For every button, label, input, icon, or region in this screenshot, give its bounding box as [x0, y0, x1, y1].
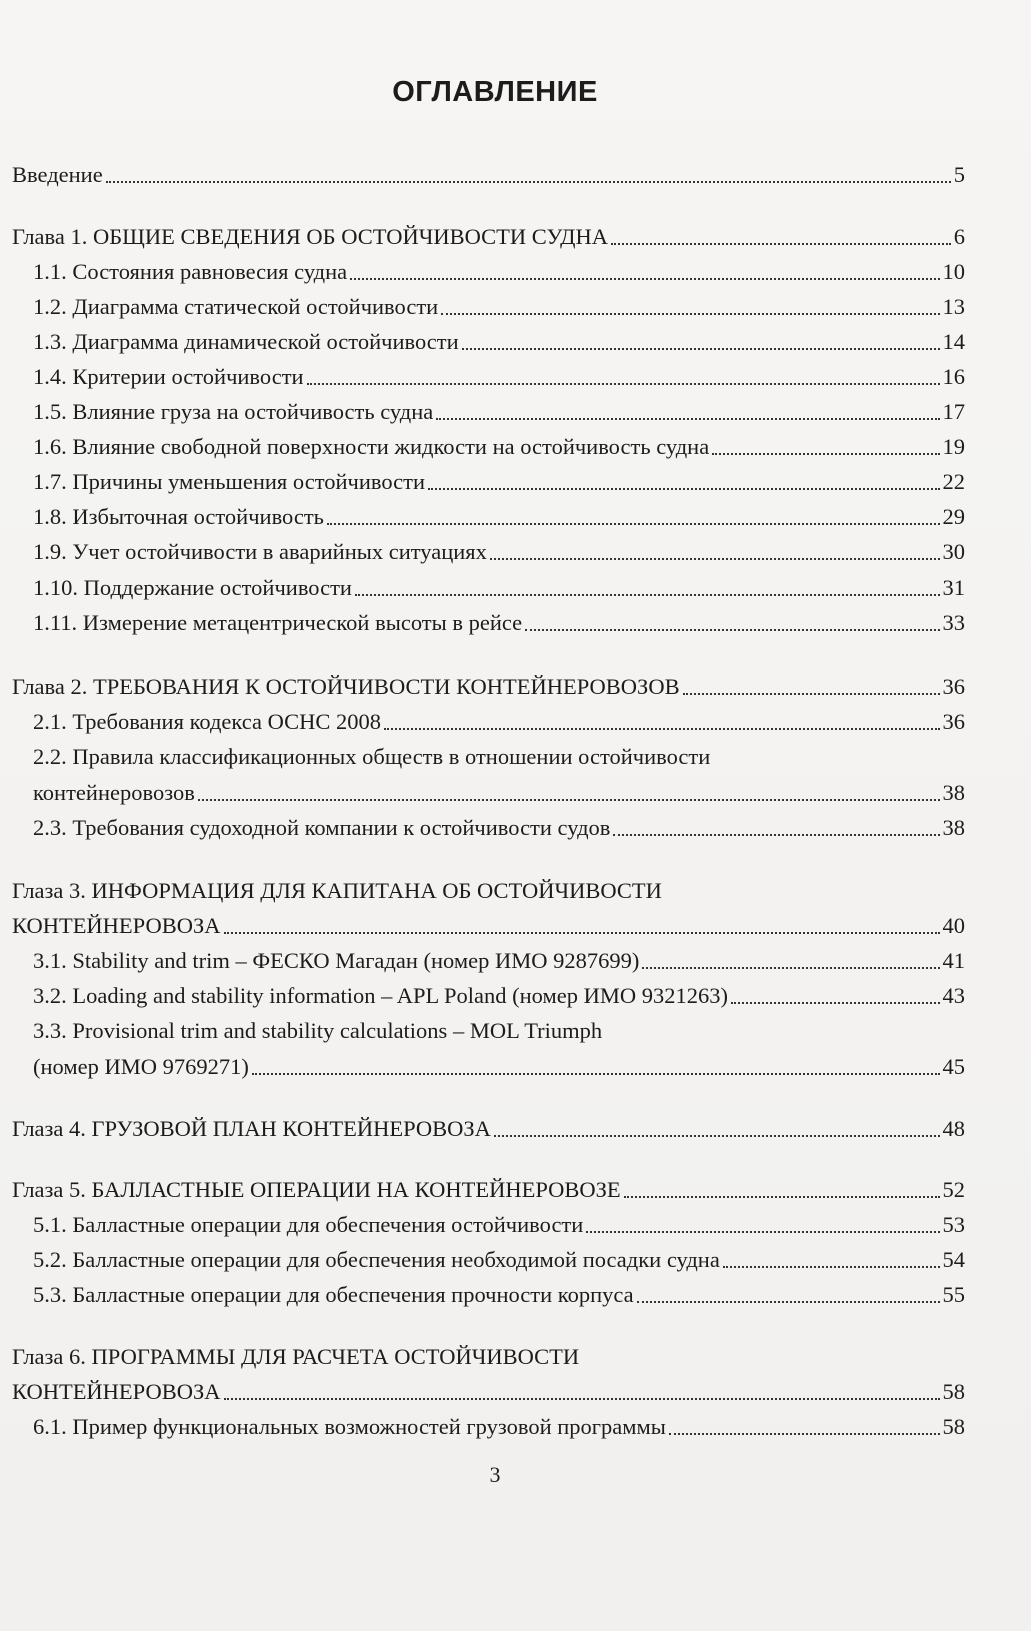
dot-leader [669, 1433, 940, 1435]
dot-leader [428, 488, 939, 490]
toc-entry [12, 672, 965, 702]
dot-leader [252, 1073, 940, 1075]
dot-leader [224, 1398, 940, 1400]
dot-leader [441, 313, 939, 315]
toc-entry [12, 1377, 965, 1407]
dot-leader [712, 453, 939, 455]
toc-entry-page: 5 [953, 162, 965, 187]
toc-entry [33, 327, 965, 357]
dot-leader [327, 523, 940, 525]
dot-leader [224, 932, 940, 934]
toc-entry-page: 19 [942, 434, 965, 459]
toc-entry-page: 43 [942, 983, 965, 1008]
toc-entry-page: 36 [942, 709, 965, 734]
toc-entry-page: 22 [942, 469, 965, 494]
toc-entry [33, 292, 965, 322]
toc-entry [33, 1412, 965, 1442]
toc-entry-title: 1.9. Учет остойчивости в аварийных ситуациях [33, 539, 487, 564]
dot-leader [494, 1135, 940, 1137]
toc-entry-title: 1.11. Измерение метацентрической высоты в рейсе [33, 610, 523, 635]
toc-entry-title: 5.3. Балластные операции для обеспечения прочности корпуса [33, 1282, 634, 1307]
dot-leader [198, 799, 940, 801]
dot-leader [723, 1266, 940, 1268]
toc-entry-page: 55 [942, 1282, 965, 1307]
toc-entry [12, 1175, 965, 1205]
dot-leader [642, 967, 939, 969]
toc-entry-title: КОНТЕЙНЕРОВОЗА [12, 913, 221, 938]
toc-entry-title: 5.1. Балластные операции для обеспечения остойчивости [33, 1212, 584, 1237]
dot-leader [683, 693, 940, 695]
toc-entry [33, 502, 965, 532]
toc-entry-page: 48 [942, 1116, 965, 1141]
toc-entry [33, 813, 965, 843]
toc-entry [33, 1016, 602, 1046]
toc-entry [33, 467, 965, 497]
dot-leader [586, 1231, 939, 1233]
toc-entry-title: 1.6. Влияние свободной поверхности жидкости на остойчивость судна [33, 434, 710, 459]
toc-entry [12, 876, 662, 906]
dot-leader [462, 348, 940, 350]
dot-leader [355, 594, 940, 596]
dot-leader [490, 558, 940, 560]
toc-entry [33, 257, 965, 287]
toc-entry-page: 16 [942, 364, 965, 389]
dot-leader [525, 629, 939, 631]
toc-entry-title: контейнеровозов [33, 780, 195, 805]
toc-entry [12, 1342, 579, 1372]
dot-leader [611, 243, 951, 245]
toc-entry [33, 946, 965, 976]
page-number: 3 [489, 1462, 501, 1487]
toc-entry-title: 3.1. Stability and trim – ФЕСКО Магадан (номер ИМО 9287699) [33, 948, 640, 973]
toc-entry-page: 10 [942, 259, 965, 284]
toc-entry-page: 17 [942, 399, 965, 424]
toc-entry [33, 742, 710, 772]
page-title: ОГЛАВЛЕНИЕ [392, 76, 598, 108]
toc-entry [33, 1210, 965, 1240]
toc-entry-title: Введение [12, 162, 103, 187]
dot-leader [731, 1002, 940, 1004]
toc-entry-page: 52 [942, 1177, 965, 1202]
toc-entry-title: 1.7. Причины уменьшения остойчивости [33, 469, 426, 494]
toc-entry [33, 1245, 965, 1275]
toc-entry-title: 5.2. Балластные операции для обеспечения необходимой посадки судна [33, 1247, 720, 1272]
toc-entry-title: 2.2. Правила классификационных обществ в отношении остойчивости [33, 744, 711, 769]
toc-entry-page: 30 [942, 539, 965, 564]
toc-entry-page: 14 [942, 329, 965, 354]
dot-leader [384, 728, 939, 730]
toc-entry-title: 1.8. Избыточная остойчивость [33, 504, 324, 529]
toc-entry [12, 911, 965, 941]
dot-leader [436, 418, 939, 420]
toc-entry-page: 41 [942, 948, 965, 973]
toc-entry-title: КОНТЕЙНЕРОВОЗА [12, 1379, 221, 1404]
toc-entry [12, 1114, 965, 1144]
toc-entry-title: Глава 2. ТРЕБОВАНИЯ К ОСТОЙЧИВОСТИ КОНТЕЙНЕРОВОЗОВ [12, 674, 680, 699]
dot-leader [637, 1301, 940, 1303]
dot-leader [350, 278, 939, 280]
toc-entry [33, 432, 965, 462]
dot-leader [624, 1196, 940, 1198]
toc-entry-page: 58 [942, 1379, 965, 1404]
toc-entry-page: 45 [942, 1054, 965, 1079]
toc-entry-title: Глаза 5. БАЛЛАСТНЫЕ ОПЕРАЦИИ НА КОНТЕЙНЕРОВОЗЕ [12, 1177, 621, 1202]
toc-entry-page: 38 [942, 815, 965, 840]
toc-entry-title: Глаза 3. ИНФОРМАЦИЯ ДЛЯ КАПИТАНА ОБ ОСТОЙЧИВОСТИ [12, 878, 662, 903]
toc-entry-title: 3.2. Loading and stability information – APL Poland (номер ИМО 9321263) [33, 983, 728, 1008]
toc-entry-title: Глава 1. ОБЩИЕ СВЕДЕНИЯ ОБ ОСТОЙЧИВОСТИ СУДНА [12, 224, 608, 249]
toc-entry [33, 608, 965, 638]
toc-entry-title: 1.4. Критерии остойчивости [33, 364, 304, 389]
toc-entry-title: 2.1. Требования кодекса ОСНС 2008 [33, 709, 382, 734]
toc-entry-page: 38 [942, 780, 965, 805]
toc-entry [12, 222, 965, 252]
toc-entry-page: 6 [953, 224, 965, 249]
toc-entry-page: 58 [942, 1414, 965, 1439]
dot-leader [613, 834, 939, 836]
toc-entry [12, 160, 965, 190]
toc-entry [33, 1280, 965, 1310]
toc-entry-title: 6.1. Пример функциональных возможностей грузовой программы [33, 1414, 666, 1439]
toc-entry-title: 2.3. Требования судоходной компании к остойчивости судов [33, 815, 611, 840]
toc-entry [33, 537, 965, 567]
toc-entry [33, 573, 965, 603]
toc-entry-page: 53 [942, 1212, 965, 1237]
toc-entry [33, 707, 965, 737]
toc-entry [33, 1052, 965, 1082]
toc-entry-page: 29 [942, 504, 965, 529]
dot-leader [106, 181, 951, 183]
toc-entry [33, 981, 965, 1011]
toc-entry-title: 1.5. Влияние груза на остойчивость судна [33, 399, 434, 424]
dot-leader [307, 383, 940, 385]
toc-entry-title: 1.10. Поддержание остойчивости [33, 575, 352, 600]
toc-entry [33, 397, 965, 427]
toc-entry-page: 13 [942, 294, 965, 319]
toc-entry-page: 33 [942, 610, 965, 635]
toc-entry-page: 40 [942, 913, 965, 938]
toc-entry-page: 36 [942, 674, 965, 699]
toc-entry [33, 362, 965, 392]
toc-entry-title: 1.3. Диаграмма динамической остойчивости [33, 329, 459, 354]
toc-entry-title: Глаза 4. ГРУЗОВОЙ ПЛАН КОНТЕЙНЕРОВОЗА [12, 1116, 491, 1141]
toc-entry [33, 778, 965, 808]
toc-entry-page: 31 [942, 575, 965, 600]
toc-entry-title: 3.3. Provisional trim and stability calculations – MOL Triumph [33, 1018, 603, 1043]
toc-entry-title: 1.2. Диаграмма статической остойчивости [33, 294, 439, 319]
toc-entry-title: 1.1. Состояния равновесия судна [33, 259, 348, 284]
toc-entry-title: Глаза 6. ПРОГРАММЫ ДЛЯ РАСЧЕТА ОСТОЙЧИВОСТИ [12, 1344, 580, 1369]
toc-entry-title: (номер ИМО 9769271) [33, 1054, 249, 1079]
toc-entry-page: 54 [942, 1247, 965, 1272]
